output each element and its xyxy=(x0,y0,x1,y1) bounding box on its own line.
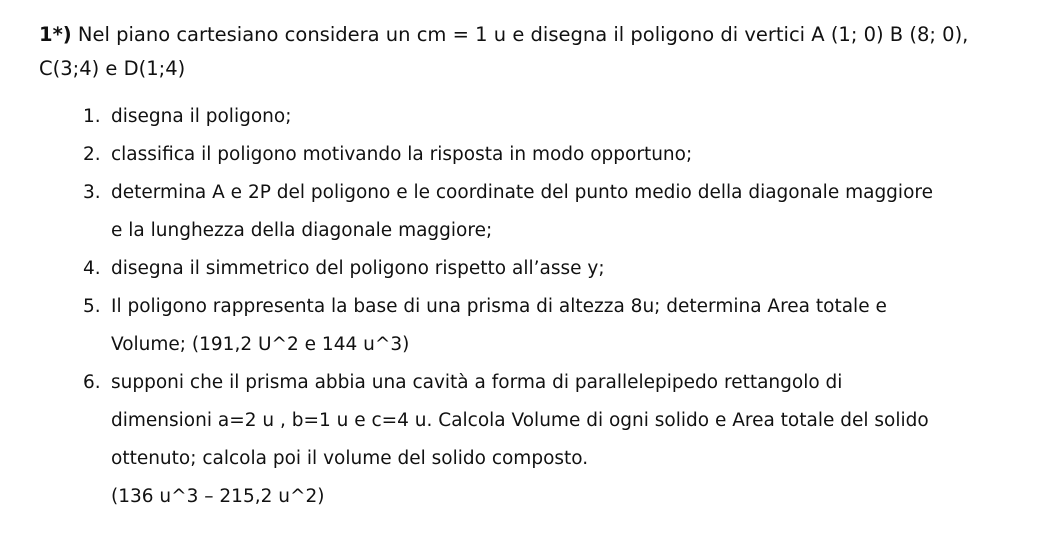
task-text: disegna il simmetrico del poligono rispetto all’asse y; xyxy=(111,258,605,279)
task-item xyxy=(83,250,1033,288)
task-index: 6. xyxy=(83,372,101,393)
task-text: e la lunghezza della diagonale maggiore; xyxy=(111,220,493,241)
task-text: (136 u^3 – 215,2 u^2) xyxy=(111,486,325,507)
task-text: classifica il poligono motivando la risposta in modo opportuno; xyxy=(111,144,693,165)
task-index: 2. xyxy=(83,144,101,165)
task-item xyxy=(83,136,1033,174)
intro-line-2: C(3;4) e D(1;4) xyxy=(39,57,186,80)
task-list xyxy=(83,98,1033,516)
task-text: Volume; (191,2 U^2 e 144 u^3) xyxy=(111,334,410,355)
task-item xyxy=(83,364,1033,516)
task-text: ottenuto; calcola poi il volume del solido composto. xyxy=(111,448,589,469)
exercise-intro xyxy=(39,18,1039,86)
exercise-number: 1*) xyxy=(39,23,72,46)
intro-line-1: Nel piano cartesiano considera un cm = 1 u e disegna il poligono di vertici A (1; 0) B (8; 0), xyxy=(71,23,969,46)
task-item xyxy=(83,288,1033,364)
task-text: dimensioni a=2 u , b=1 u e c=4 u. Calcola Volume di ogni solido e Area totale del solido xyxy=(111,410,929,431)
task-item xyxy=(83,174,1033,250)
task-index: 5. xyxy=(83,296,101,317)
task-text: Il poligono rappresenta la base di una prisma di altezza 8u; determina Area totale e xyxy=(111,296,887,317)
task-text: disegna il poligono; xyxy=(111,106,292,127)
task-text: determina A e 2P del poligono e le coordinate del punto medio della diagonale maggiore xyxy=(111,182,933,203)
task-index: 3. xyxy=(83,182,101,203)
task-index: 1. xyxy=(83,106,101,127)
task-index: 4. xyxy=(83,258,101,279)
task-item xyxy=(83,98,1033,136)
task-text: supponi che il prisma abbia una cavità a forma di parallelepipedo rettangolo di xyxy=(111,372,843,393)
